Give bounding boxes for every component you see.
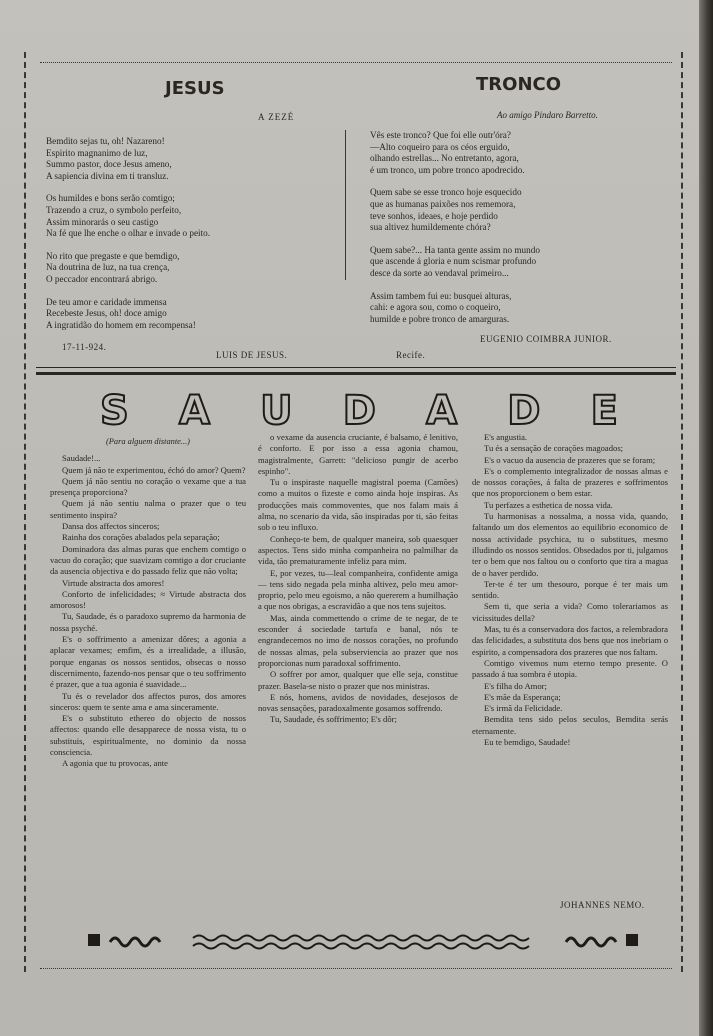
paragraph: Comtigo vivemos num eterno tempo presente. O passado á tua sombra é utopia. — [472, 657, 668, 680]
paragraph: Conheço-te bem, de qualquer maneira, sob quaesquer aspectos. Tens sido minha companheira no palmilhar da vida, tão prematuramente infeliz para mim. — [258, 533, 458, 567]
poem-line: Espirito magnanimo de luz, — [46, 147, 148, 158]
poem-line: O peccador encontrará abrigo. — [46, 273, 158, 284]
poem-line: Bemdito sejas tu, oh! Nazareno! — [46, 136, 165, 146]
poem-title-tronco: TRONCO — [476, 74, 562, 95]
paragraph: O soffrer por amor, qualquer que elle seja, constitue prazer. Basela-se nisto o prazer que nos ministras. — [258, 669, 458, 691]
poem-line: que ascende á gloria e num scismar profundo — [370, 256, 537, 267]
paragraph: Quem já não sentiu nalma o prazer que o teu sentimento inspira? — [50, 498, 246, 520]
saudade-column-2 — [258, 432, 458, 726]
paragraph: Tu harmonisas a nossalma, a nossa vida, quando, faltando um dos elementos ao equilibrio economico de nossa actividade psychica, tu o substitues, mesmo illudindo os nossos sentidos. Obsedados por ti, julgamos ter o bem que nos faltou ou o conforto que tira a magua de o haver perdido. — [472, 511, 668, 578]
title-letter: D — [507, 388, 543, 434]
saudade-title — [100, 388, 620, 434]
top-dotted-border — [40, 62, 672, 63]
poem-line: olhando estrellas... No entretanto, agora, — [370, 153, 519, 164]
poem-line: Vês este tronco? Que foi elle outr'óra? — [370, 130, 511, 140]
paragraph: Ter-te é ter um thesouro, porque é ter mais um sentido. — [472, 578, 668, 601]
paragraph: E nós, homens, avidos de novidades, desejosos de novas sensações, paradoxalmente gosamos soffrendo. — [258, 691, 458, 714]
paragraph: Dominadora das almas puras que enchem comtigo o vacuo do coração; que suavizam comtigo a dor cruciante da ausencia objectiva e do passado feliz que não volta; — [50, 543, 246, 577]
paragraph: E's mãe da Esperança; — [484, 691, 561, 702]
poem-stanza — [46, 297, 210, 332]
poem-stanza — [46, 251, 210, 286]
poem-stanza — [46, 193, 210, 239]
saudade-column-1 — [50, 436, 246, 770]
title-letter: A — [426, 388, 460, 434]
poem-line: Summo pastor, doce Jesus ameno, — [46, 159, 172, 170]
column-divider — [345, 130, 346, 280]
poem-place: Recife. — [396, 350, 426, 360]
poem-body-tronco — [370, 130, 540, 336]
saudade-dedication: (Para alguem distante...) — [106, 437, 190, 446]
poem-line: Quem sabe se esse tronco hoje esquecido — [370, 187, 522, 198]
paragraph: E's angustia. — [484, 432, 528, 442]
poem-line: desce da sorte ao vendaval primeiro... — [370, 267, 509, 278]
section-rule-thin — [36, 367, 676, 368]
paragraph: Mas, tu és a conservadora dos factos, a relembradora das felicidades, a substituta dos bens que nos inebriam o espirito, a compensadora dos prazeres que nos faltam. — [472, 624, 668, 657]
bottom-dotted-border — [40, 968, 672, 969]
paragraph: Sem ti, que seria a vida? Como tolerariamos as vicissitudes della? — [472, 601, 668, 623]
paragraph: Rainha dos corações abalados pela separação; — [62, 532, 220, 543]
title-letter: D — [342, 388, 378, 434]
poem-line: teve sonhos, ideaes, e hoje perdido — [370, 210, 498, 221]
poem-stanza — [370, 245, 540, 280]
paragraph: Conforto de infelicidades; ≈ Virtude abstracta dos amorosos! — [50, 588, 246, 611]
poem-line: cahi: e agora sou, como o coqueiro, — [370, 302, 501, 313]
paragraph: E's o soffrimento a amenizar dôres; a agonia a aplacar vexames; emfim, és a irrealidade, a illusão, porque enganas os nossos sentidos, obsecas o nosso discernimento, fazendo-nos pensar que o teu soffrimento é prazer, que a tua agonia é suavidade... — [50, 634, 246, 690]
poem-line: No rito que pregaste e que bemdigo, — [46, 250, 180, 261]
poem-line: humilde e pobre tronco de amarguras. — [370, 313, 510, 324]
paragraph: E's o vacuo da ausencia de prazeres que se foram; — [484, 454, 656, 465]
paragraph: Saudade!... — [62, 453, 101, 464]
paragraph: Eu te bemdigo, Saudade! — [484, 737, 571, 748]
paragraph: Dansa dos affectos sinceros; — [62, 521, 160, 532]
saudade-column-3 — [472, 432, 668, 748]
poem-line: Assim tambem fui eu: busquei alturas, — [370, 290, 512, 301]
paragraph: E's filha do Amor; — [484, 680, 547, 691]
poem-date: 17-11-924. — [62, 342, 107, 352]
paragraph: Mas, ainda commettendo o crime de te negar, de te esconder á sociedade tartufa e banal, nós te engrandecemos no imo de nossos corações, no profundo de nossas almas, pela subserviencia ao prazer que nos proporcionas num paradoxal soffrimento. — [258, 612, 458, 668]
poem-title-jesus: JESUS — [165, 78, 225, 99]
paragraph: E's o complemento integralizador de nossas almas e de nossos corações, á falta de prazeres e soffrimentos que nos proporcionem o bem estar. — [472, 465, 668, 499]
paragraph: o vexame da ausencia cruciante, é balsamo, é lenitivo, é conforto. E por isso a essa agonia chamou, magistralmente, Garrett: "delicioso pungir de acerbo espinho". — [258, 432, 458, 476]
poem-stanza — [370, 130, 540, 176]
poem-line: A sapiencia divina em ti transluz. — [46, 170, 169, 181]
paragraph: E's irmã da Felicidade. — [484, 703, 563, 714]
poem-stanza — [370, 187, 540, 233]
saudade-author: JOHANNES NEMO. — [560, 900, 645, 910]
poem-stanza — [46, 136, 210, 182]
wave-ornament — [88, 930, 638, 952]
title-letter: S — [100, 388, 131, 434]
poem-line: De teu amor e caridade immensa — [46, 296, 167, 307]
paragraph: Tu, Saudade, és soffrimento; E's dôr; — [270, 714, 397, 725]
poem-line: Trazendo a cruz, o symbolo perfeito, — [46, 204, 182, 215]
paragraph: A agonia que tu provocas, ante — [62, 758, 168, 769]
paragraph: Tu és a sensação de corações magoados; — [484, 443, 624, 454]
poem-line: Na doutrina de luz, na tua crença, — [46, 262, 170, 273]
right-dashed-border — [681, 52, 689, 972]
poem-line: é um tronco, um pobre tronco apodrecido. — [370, 164, 525, 175]
left-dashed-border — [24, 52, 32, 972]
page-edge-shadow — [699, 0, 713, 1036]
poem-dedication-tronco: Ao amigo Pindaro Barretto. — [497, 110, 598, 120]
poem-author-tronco: EUGENIO COIMBRA JUNIOR. — [480, 334, 612, 344]
section-rule-thick — [36, 372, 676, 375]
poem-line: Quem sabe?... Ha tanta gente assim no mundo — [370, 244, 540, 255]
title-letter: E — [590, 388, 620, 434]
paragraph: Quem já não te experimentou, échó do amor? Quem? — [62, 464, 246, 475]
paragraph: Bemdita tens sido pelos seculos, Bemdita serás eternamente. — [472, 714, 668, 736]
paragraph: Tu perfazes a esthetica de nossa vida. — [484, 499, 613, 510]
paragraph: Virtude abstracta dos amores! — [62, 577, 165, 588]
poem-dedication-jesus: A ZEZÉ — [258, 112, 295, 122]
paragraph: Tu o inspiraste naquelle magistral poema (Camões) como a muitos o fizeste e como ainda hoje inspiras. As producções mais commoventes, que nos falam mais á alma, no scenario da vida, são inspiradas por ti, são feitas sob o teu influxo. — [258, 477, 458, 533]
poem-author-jesus: LUIS DE JESUS. — [216, 350, 288, 360]
title-letter: A — [178, 388, 212, 434]
paragraph: E's o substituto ethereo do objecto de nossos affectos: quando elle desapparece de nossa vista, tu o substituis, espiritualmente, no dominio da nossa consciencia. — [50, 713, 246, 758]
poem-line: Recebeste Jesus, oh! doce amigo — [46, 308, 167, 319]
poem-line: que as humanas paixões nos rememora, — [370, 198, 516, 209]
paragraph: Quem já não sentiu no coração o vexame que a tua presença proporciona? — [50, 475, 246, 498]
poem-body-jesus — [46, 136, 210, 342]
poem-line: Assim minorarás o seu castigo — [46, 216, 159, 227]
poem-line: —Alto coqueiro para os céos erguido, — [370, 141, 510, 152]
title-letter: U — [260, 388, 295, 434]
paragraph: E, por vezes, tu—leal companheira, confidente amiga — tens sido negada pela minha altivez, pelo meu amor-proprio, pelo meu egoismo, a não quererem a humilhação a que nos obrigas, a escravidão a que nos tens sujeitos. — [258, 567, 458, 612]
poem-line: Os humildes e bons serão comtigo; — [46, 193, 175, 204]
poem-line: Na fé que lhe enche o olhar e invade o peito. — [46, 228, 211, 239]
paragraph: Tu és o revelador dos affectos puros, dos amores sinceros: quem te sente ama e ama sinceramente. — [50, 690, 246, 712]
poem-line: sua altivez humildemente chóra? — [370, 222, 491, 233]
poem-stanza — [370, 291, 540, 326]
paragraph: Tu, Saudade, és o paradoxo supremo da harmonia de nossa psyché. — [50, 611, 246, 633]
poem-line: A ingratidão do homem em recompensa! — [46, 319, 196, 330]
